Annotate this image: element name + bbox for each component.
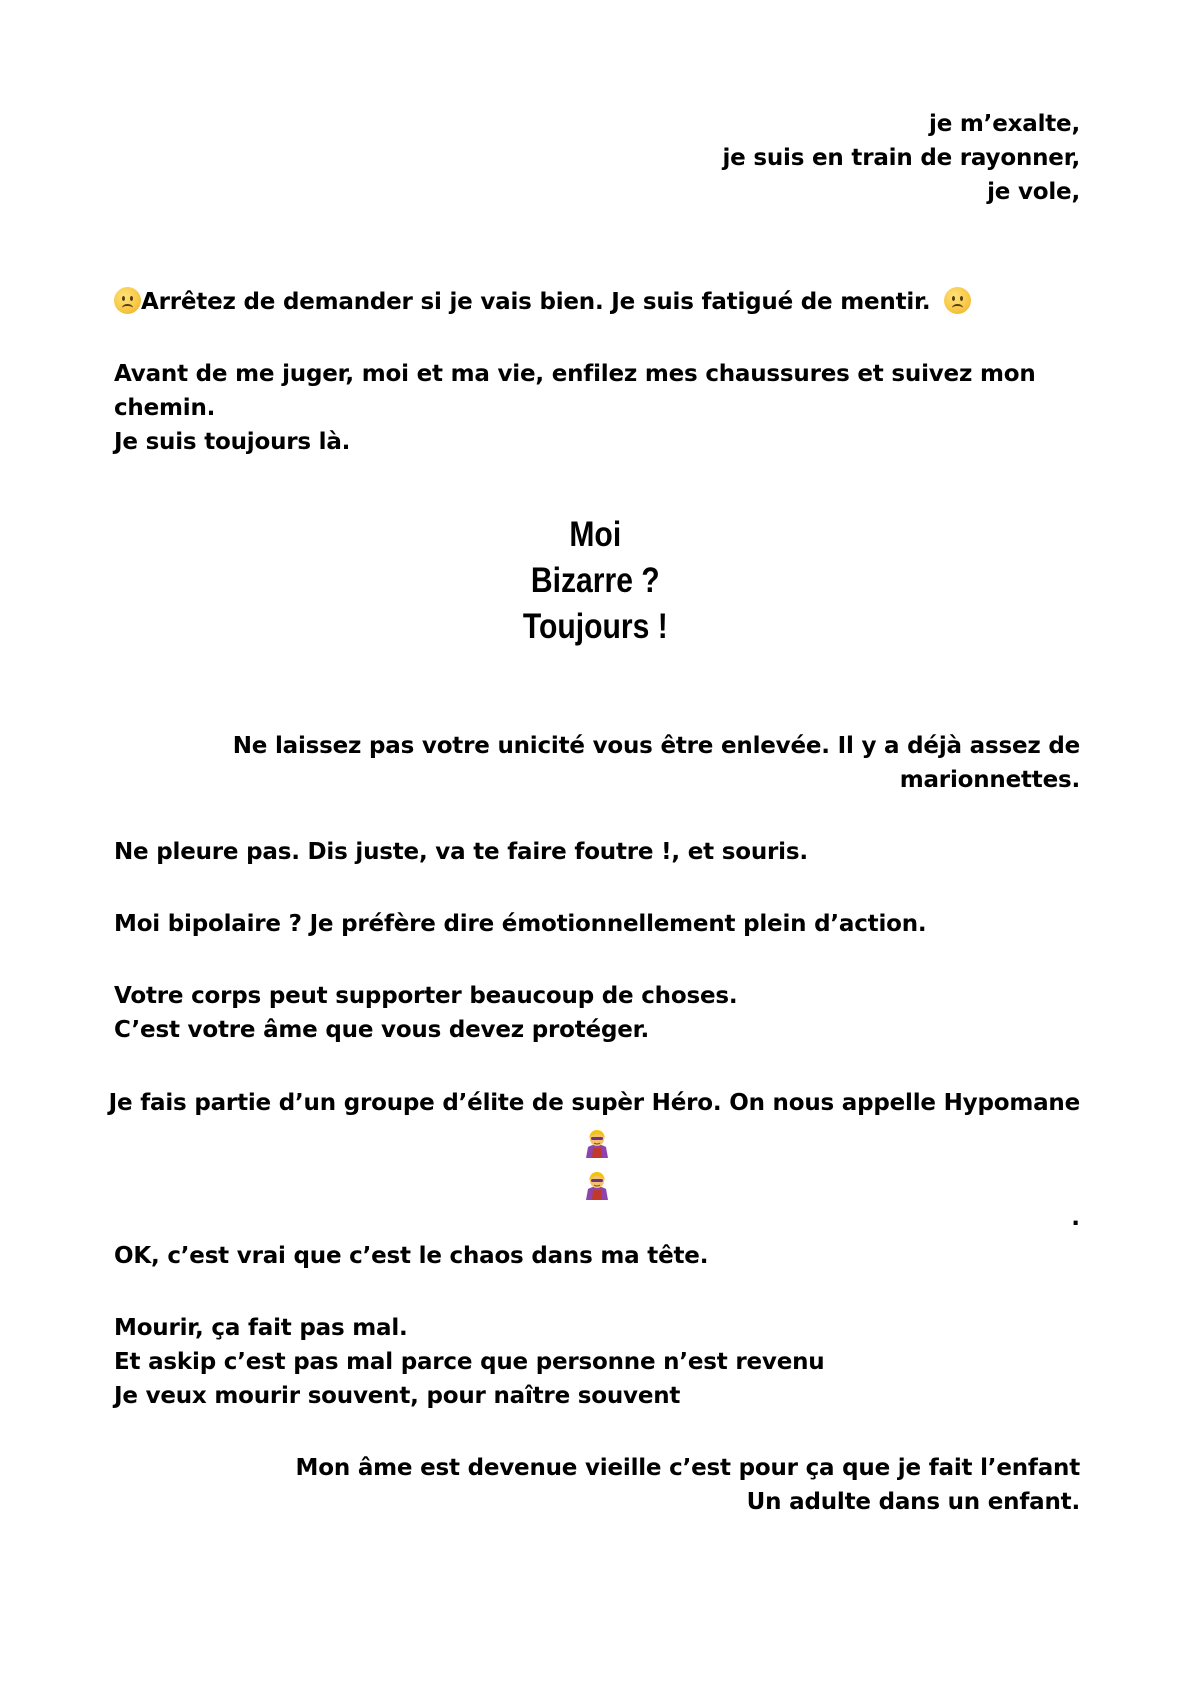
- judge-line-1: Avant de me juger, moi et ma vie, enfilez mes chaussures et suivez mon: [114, 361, 1036, 387]
- body-line-1: Votre corps peut supporter beaucoup de choses.: [114, 983, 738, 1009]
- superhero-icon: [583, 1128, 611, 1158]
- soul-line-2: Un adulte dans un enfant.: [746, 1489, 1080, 1515]
- die-line-2: Et askip c’est pas mal parce que personne n’est revenu: [114, 1349, 825, 1375]
- stop-asking-text: Arrêtez de demander si je vais bien. Je suis fatigué de mentir.: [141, 289, 931, 315]
- hero-trailing-dot: .: [1071, 1205, 1080, 1231]
- title-line-2: Bizarre ?: [530, 561, 660, 600]
- exalt-line-2: je suis en train de rayonner,: [722, 145, 1080, 171]
- chaos-line: OK, c’est vrai que c’est le chaos dans ma tête.: [114, 1243, 709, 1269]
- bipolar-line: Moi bipolaire ? Je préfère dire émotionnellement plein d’action.: [114, 911, 927, 937]
- die-line-1: Mourir, ça fait pas mal.: [114, 1315, 408, 1341]
- die-line-3: Je veux mourir souvent, pour naître souvent: [114, 1383, 681, 1409]
- exalt-line-1: je m’exalte,: [929, 111, 1080, 137]
- body-line-2: C’est votre âme que vous devez protéger.: [114, 1017, 650, 1043]
- unique-line-2: marionnettes.: [899, 767, 1080, 793]
- hero-line: Je fais partie d’un groupe d’élite de supèr Héro. On nous appelle Hypomane: [108, 1090, 1080, 1116]
- sad-face-icon: [114, 287, 141, 314]
- title-line-1: Moi: [569, 515, 622, 554]
- stop-asking-line: [114, 284, 971, 320]
- superhero-icon: [583, 1170, 611, 1200]
- sad-face-icon: [944, 287, 971, 314]
- unique-line-1: Ne laissez pas votre unicité vous être enlevée. Il y a déjà assez de: [232, 733, 1080, 759]
- judge-line-2: chemin.: [114, 395, 216, 421]
- cry-line: Ne pleure pas. Dis juste, va te faire foutre !, et souris.: [114, 839, 808, 865]
- judge-line-3: Je suis toujours là.: [114, 429, 351, 455]
- exalt-line-3: je vole,: [987, 179, 1080, 205]
- soul-line-1: Mon âme est devenue vieille c’est pour ça que je fait l’enfant: [295, 1455, 1080, 1481]
- title-line-3: Toujours !: [522, 607, 668, 646]
